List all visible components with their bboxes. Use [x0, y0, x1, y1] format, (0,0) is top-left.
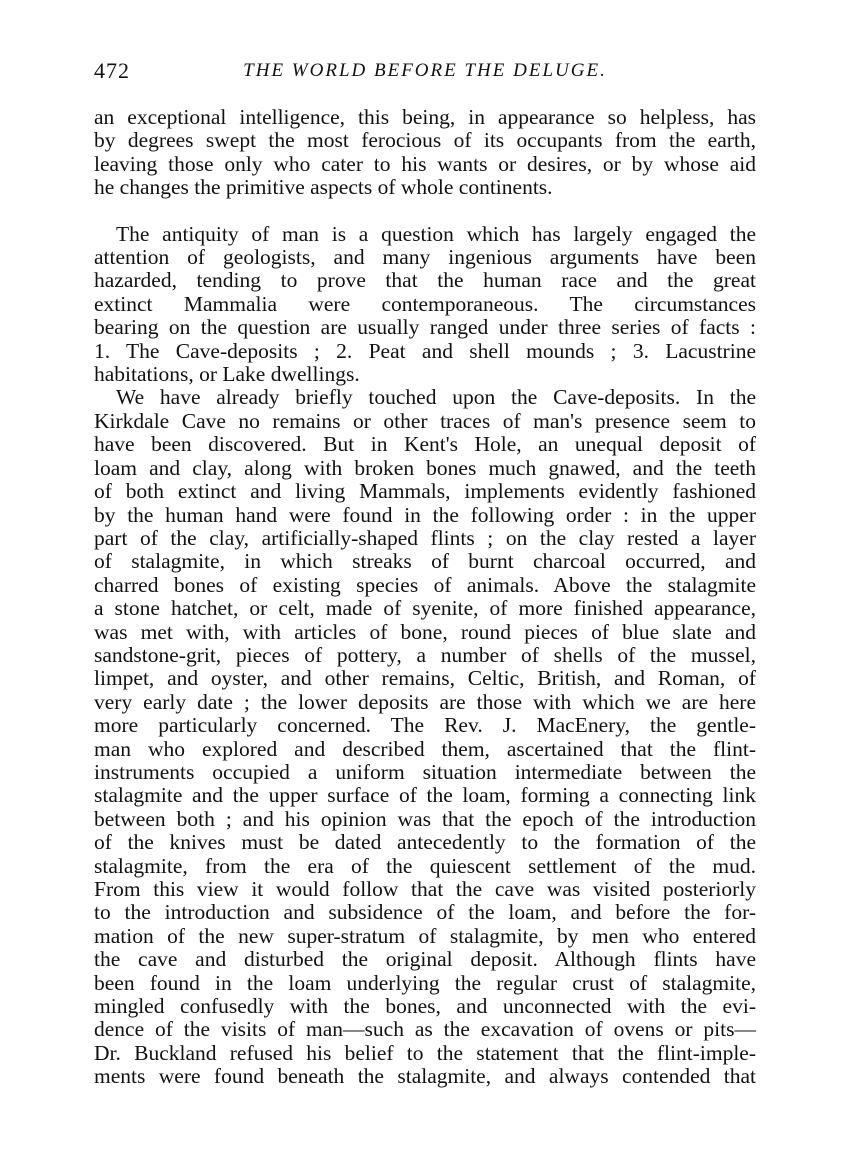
text-line: of stalagmite, in which streaks of burnt charcoal occurred, and [94, 549, 756, 574]
text-line: by the human hand were found in the following order : in the upper [94, 502, 756, 527]
paragraph [94, 223, 756, 387]
text-line: was met with, with articles of bone, round pieces of blue slate and [94, 619, 756, 644]
text-line: charred bones of existing species of animals. Above the stalagmite [94, 572, 756, 597]
text-line: The antiquity of man is a question which has largely engaged the [116, 221, 756, 246]
text-line: limpet, and oyster, and other remains, Celtic, British, and Roman, of [94, 666, 756, 691]
body-text [94, 106, 756, 1089]
text-line: Dr. Buckland refused his belief to the statement that the flint-imple- [94, 1040, 756, 1065]
text-line: ments were found beneath the stalagmite, and always contended that [94, 1064, 756, 1089]
text-line: mingled confusedly with the bones, and unconnected with the evi- [94, 994, 756, 1019]
text-line: bearing on the question are usually ranged under three series of facts : [94, 315, 756, 340]
text-line: more particularly concerned. The Rev. J. MacEnery, the gentle- [94, 713, 756, 738]
text-line: man who explored and described them, ascertained that the flint- [94, 736, 756, 761]
text-line: part of the clay, artificially-shaped flints ; on the clay rested a layer [94, 525, 756, 550]
text-line: We have already briefly touched upon the Cave-deposits. In the [116, 385, 756, 410]
text-line: been found in the loam underlying the regular crust of stalagmite, [94, 970, 756, 995]
text-line: dence of the visits of man—such as the excavation of ovens or pits— [94, 1017, 756, 1042]
text-line: stalagmite and the upper surface of the loam, forming a connecting link [94, 783, 756, 808]
running-title: THE WORLD BEFORE THE DELUGE. [243, 60, 607, 81]
paragraph-gap [94, 200, 756, 223]
paragraph [94, 106, 756, 200]
text-line: very early date ; the lower deposits are those with which we are here [94, 689, 756, 714]
text-line: of the knives must be dated antecedently to the formation of the [94, 830, 756, 855]
text-line: 1. The Cave-deposits ; 2. Peat and shell mounds ; 3. Lacustrine [94, 338, 756, 363]
text-line: leaving those only who cater to his wants or desires, or by whose aid [94, 151, 756, 176]
text-line: hazarded, tending to prove that the human race and the great [94, 268, 756, 293]
text-line: mation of the new super-stratum of stalagmite, by men who entered [94, 923, 756, 948]
text-line: to the introduction and subsidence of the loam, and before the for- [94, 900, 756, 925]
text-line: the cave and disturbed the original deposit. Although flints have [94, 947, 756, 972]
page-number: 472 [94, 58, 130, 83]
text-line: by degrees swept the most ferocious of its occupants from the earth, [94, 128, 756, 153]
text-line: have been discovered. But in Kent's Hole, an unequal deposit of [94, 432, 756, 457]
text-line: of both extinct and living Mammals, implements evidently fashioned [94, 479, 756, 504]
text-line: habitations, or Lake dwellings. [94, 362, 360, 387]
text-line: between both ; and his opinion was that the epoch of the introduction [94, 806, 756, 831]
text-line: he changes the primitive aspects of whole continents. [94, 175, 553, 200]
running-head [94, 58, 756, 88]
text-line: a stone hatchet, or celt, made of syenite, of more finished appearance, [94, 596, 756, 621]
text-line: stalagmite, from the era of the quiescent settlement of the mud. [94, 853, 756, 878]
text-line: instruments occupied a uniform situation intermediate between the [94, 759, 756, 784]
text-line: Kirkdale Cave no remains or other traces of man's presence seem to [94, 408, 756, 433]
text-line: sandstone-grit, pieces of pottery, a number of shells of the mussel, [94, 642, 756, 667]
text-line: an exceptional intelligence, this being, in appearance so helpless, has [94, 105, 756, 129]
paragraph [94, 386, 756, 1088]
text-line: From this view it would follow that the cave was visited posteriorly [94, 877, 756, 901]
text-line: extinct Mammalia were contemporaneous. The circumstances [94, 291, 756, 316]
text-line: attention of geologists, and many ingenious arguments have been [94, 245, 756, 270]
text-line: loam and clay, along with broken bones much gnawed, and the teeth [94, 455, 756, 480]
